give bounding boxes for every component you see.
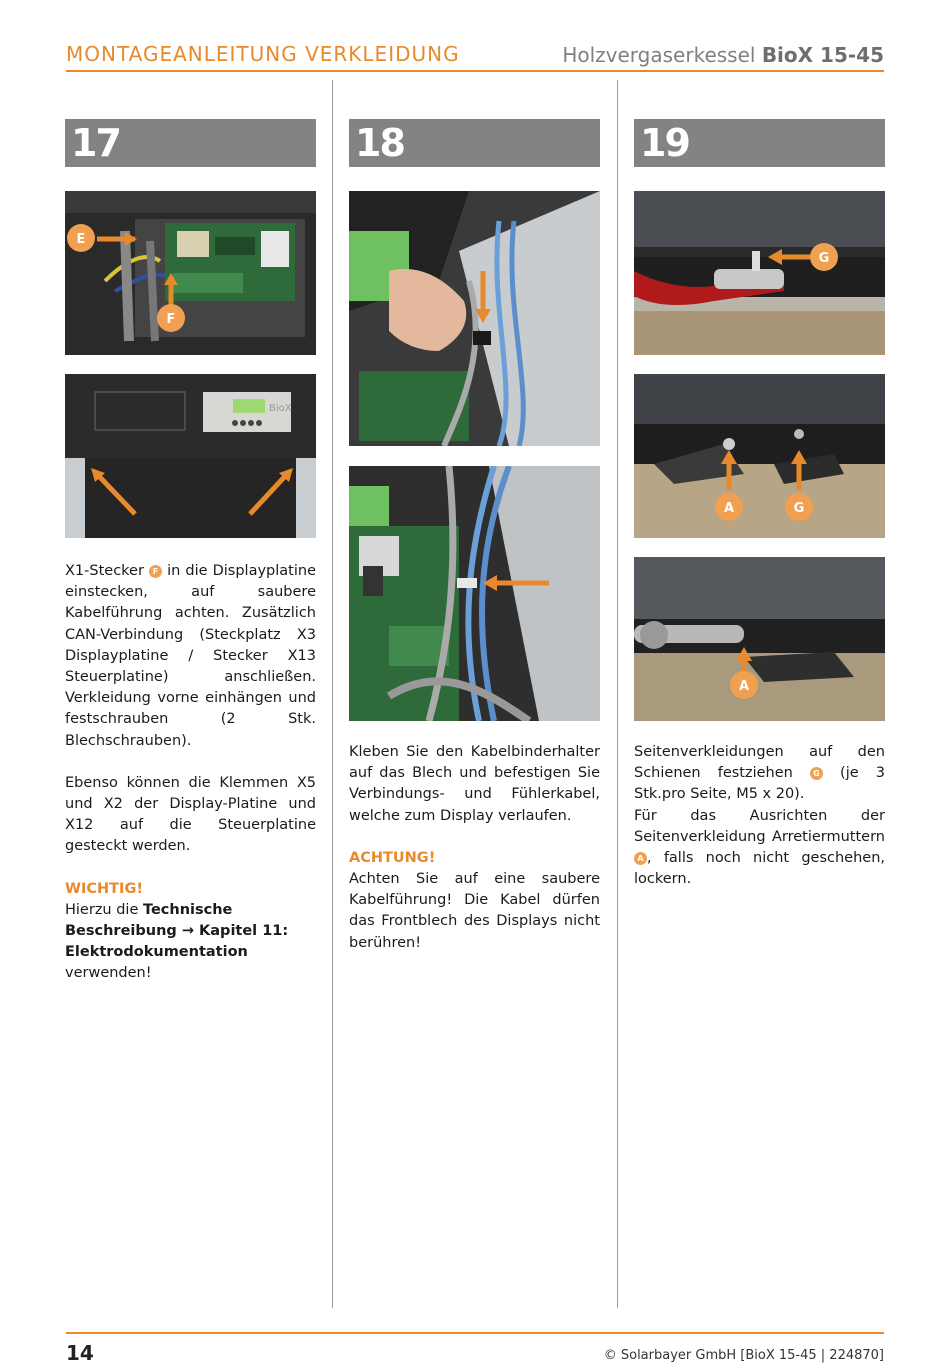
- step-17-paragraph-2: Ebenso können die Klemmen X5 und X2 der Display-Platine und X12 auf die Steuerplatine gesteckt werden.: [65, 774, 316, 855]
- text-run: Für das Ausrichten der Seitenverkleidung Arretiermuttern: [634, 807, 885, 845]
- text-run: Hierzu die: [65, 901, 143, 918]
- step-18-instructions: [349, 742, 600, 954]
- photo-side-rail-nuts: [634, 374, 885, 538]
- header-rule: [66, 70, 884, 72]
- photo-cable-holder: [349, 191, 600, 446]
- warning-text: Achten Sie auf eine saubere Kabelführung! Die Kabel dürfen das Frontblech des Displays nicht berühren!: [349, 871, 600, 951]
- footer-rule: [66, 1332, 884, 1334]
- marker-a-icon: A: [634, 852, 647, 865]
- text-run: verwenden!: [65, 965, 152, 982]
- product-title-model: BioX 15-45: [761, 43, 884, 67]
- warning-title: WICHTIG!: [65, 880, 143, 897]
- marker-label: A: [723, 501, 735, 516]
- marker-label: E: [76, 232, 86, 247]
- marker-label: G: [793, 501, 805, 516]
- product-title: [562, 43, 884, 67]
- text-run: , falls noch nicht geschehen, lockern.: [634, 850, 885, 888]
- text-run: in die Displayplatine einstecken, auf saubere Kabelführung achten. Zusätzlich CAN-Verbindung (Steckplatz X3 Displayplatine / Stecker X13 Steuerplatine) anschließen. Verkleidung vorne einhängen und festschrauben (2 Stk. Blechschrauben).: [65, 563, 316, 749]
- warning-title: ACHTUNG!: [349, 849, 436, 866]
- column-divider-1: [332, 80, 333, 1308]
- step-17-instructions: [65, 561, 316, 985]
- photo-locking-nut-tool: [634, 557, 885, 721]
- step-19-instructions: [634, 742, 885, 890]
- photo-control-board: [65, 191, 316, 355]
- step-19-header: [634, 119, 885, 167]
- copyright-notice: © Solarbayer GmbH [BioX 15-45 | 224870]: [603, 1348, 884, 1363]
- step-18-paragraph-1: Kleben Sie den Kabelbinderhalter auf das Blech und befestigen Sie Verbindungs- und Fühlerkabel, welche zum Display verlaufen.: [349, 744, 600, 824]
- photo-front-panel: [65, 374, 316, 538]
- photo-side-panel-wrench: [634, 191, 885, 355]
- display-brand-label: BioX: [269, 403, 292, 414]
- step-number: 18: [355, 121, 404, 165]
- product-title-plain: Holzvergaserkessel: [562, 43, 762, 67]
- marker-label: F: [166, 312, 176, 327]
- document-section-title: MONTAGEANLEITUNG VERKLEIDUNG: [66, 42, 460, 66]
- photo-cable-routing: [349, 466, 600, 721]
- text-run: X1-Stecker: [65, 563, 150, 579]
- step-number: 19: [640, 121, 689, 165]
- step-17-header: [65, 119, 316, 167]
- text-run: Seitenverkleidungen auf den Schienen festziehen: [634, 744, 885, 782]
- reference-link-text: Technische Beschreibung → Kapitel 11: Elektrodokumentation: [65, 901, 289, 961]
- column-divider-2: [617, 80, 618, 1308]
- marker-label: G: [818, 251, 830, 266]
- marker-label: A: [738, 679, 750, 694]
- text-run: (je 3 Stk.pro Seite, M5 x 20).: [634, 765, 885, 803]
- step-number: 17: [71, 121, 120, 165]
- marker-g-icon: G: [810, 767, 823, 780]
- marker-f-icon: F: [149, 565, 162, 578]
- step-18-header: [349, 119, 600, 167]
- page-number: 14: [66, 1341, 94, 1365]
